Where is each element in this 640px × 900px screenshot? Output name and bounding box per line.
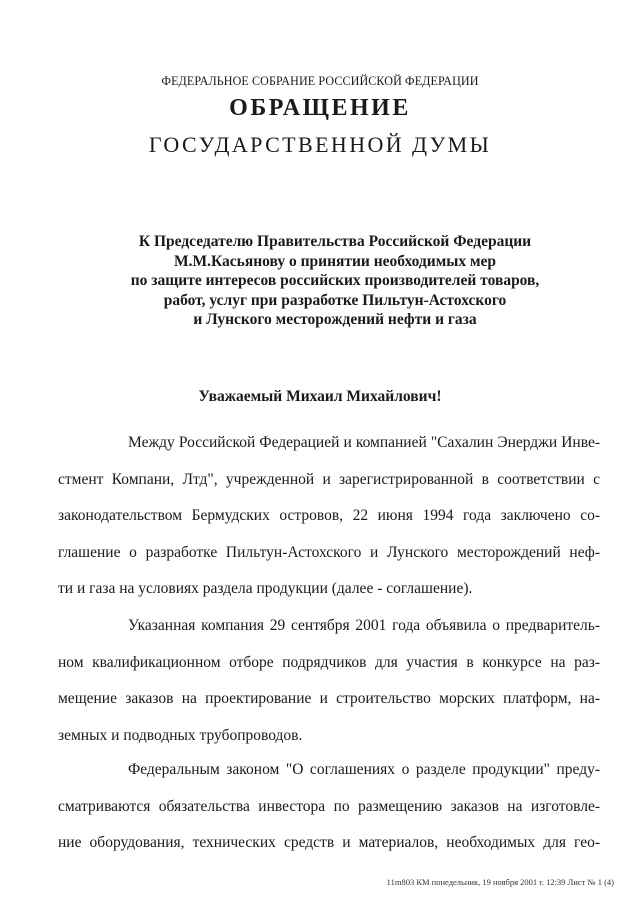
paragraph-line: стмент Компани, Лтд", учрежденной и зарегистрированной в соответствии с (58, 470, 600, 488)
paragraph-line: земных и подводных трубопроводов. (58, 726, 303, 744)
paragraph-line: Федеральным законом "О соглашениях о разделе продукции" преду- (128, 761, 600, 778)
paragraph-line: ном квалификационном отборе подрядчиков для участия в конкурсе на раз- (58, 653, 600, 671)
addressee-line: по защите интересов российских производителей товаров, (130, 272, 540, 289)
paragraph-line: Между Российской Федерацией и компанией "Сахалин Энерджи Инве- (128, 434, 600, 451)
paragraph-line: Указанная компания 29 сентября 2001 года объявила о предваритель- (128, 617, 600, 634)
paragraph-line: мещение заказов на проектирование и строительство морских платформ, на- (58, 690, 600, 707)
paragraph (58, 752, 600, 862)
addressee-line: и Лунского месторождений нефти и газа (193, 311, 477, 328)
addressee-line: К Председателю Правительства Российской Федерации (138, 233, 532, 250)
paragraph (58, 425, 600, 608)
greeting: Уважаемый Михаил Михайлович! (198, 388, 442, 405)
page-footer: 11m803 КМ понедельник, 19 ноября 2001 г. 12:39 Лист № 1 (4) (386, 877, 614, 887)
addressee-block (130, 232, 540, 330)
paragraph-line: ти и газа на условиях раздела продукции (далее - соглашение). (58, 580, 473, 597)
document-subtitle: ГОСУДАРСТВЕННОЙ ДУМЫ (148, 132, 492, 157)
addressee-line: М.М.Касьянову о принятии необходимых мер (173, 252, 497, 270)
paragraph (58, 608, 600, 754)
paragraph-line: глашение о разработке Пильтун-Астохского и Лунского месторождений неф- (58, 543, 600, 561)
paragraph-line: ние оборудования, технических средств и материалов, необходимых для гео- (58, 834, 600, 851)
paragraph-line: сматриваются обязательства инвестора по размещению заказов на изготовле- (58, 797, 600, 815)
document-title: ОБРАЩЕНИЕ (229, 95, 411, 121)
organization-header: ФЕДЕРАЛЬНОЕ СОБРАНИЕ РОССИЙСКОЙ ФЕДЕРАЦИИ (161, 73, 479, 88)
addressee-line: работ, услуг при разработке Пильтун-Астохского (163, 291, 507, 309)
paragraph-line: законодательством Бермудских островов, 22 июня 1994 года заключено со- (58, 507, 600, 524)
